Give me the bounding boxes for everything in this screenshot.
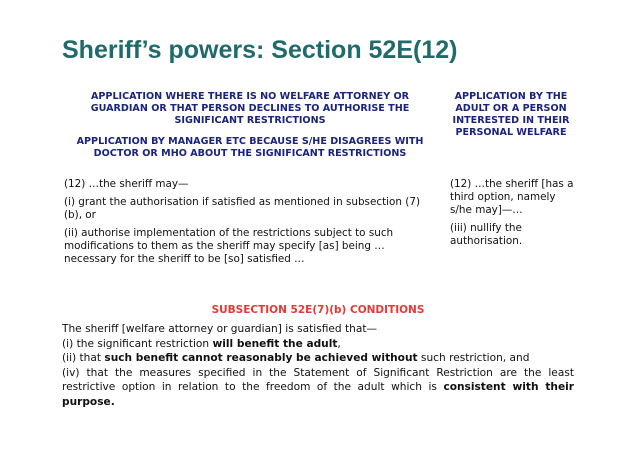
condition-1-tail: , xyxy=(337,337,341,350)
condition-item-3 xyxy=(62,366,574,410)
condition-1-text: (i) the significant restriction xyxy=(62,337,213,350)
condition-2-tail: such restriction, and xyxy=(417,352,530,365)
condition-2-text: (ii) that xyxy=(62,352,105,365)
left-heading-manager: APPLICATION BY MANAGER ETC BECAUSE S/HE DISAGREES WITH DOCTOR OR MHO ABOUT THE SIGNIFICANT RESTRICTIONS xyxy=(76,136,424,159)
left-heading-no-attorney: APPLICATION WHERE THERE IS NO WELFARE ATTORNEY OR GUARDIAN OR THAT PERSON DECLINES TO AUTHORISE THE SIGNIFICANT RESTRICTIONS xyxy=(90,91,410,126)
left-para-grant: (i) grant the authorisation if satisfied as mentioned in subsection (7)(b), or xyxy=(64,196,420,221)
condition-3-emphasis: consistent with their purpose. xyxy=(62,381,574,408)
left-para-sheriff-may: (12) …the sheriff may— xyxy=(64,178,189,190)
right-para-third-option: (12) …the sheriff [has a third option, namely s/he may]—… xyxy=(450,178,574,216)
right-para-nullify: (iii) nullify the authorisation. xyxy=(450,222,523,247)
condition-2-emphasis: such benefit cannot reasonably be achieved without xyxy=(104,352,418,365)
page-title: Sheriff’s powers: Section 52E(12) xyxy=(62,36,458,64)
condition-1-emphasis: will benefit the adult xyxy=(212,337,338,350)
condition-3-text: (iv) that the measures specified in the Statement of Significant Restriction are the least restrictive option in relation to the freedom of the adult which is xyxy=(62,366,574,394)
right-heading-adult: APPLICATION BY THE ADULT OR A PERSON INTERESTED IN THEIR PERSONAL WELFARE xyxy=(452,91,570,138)
subsection-conditions xyxy=(62,322,574,410)
condition-item-1 xyxy=(62,337,574,352)
condition-item-2 xyxy=(62,351,574,366)
left-para-authorise: (ii) authorise implementation of the restrictions subject to such modifications to them as the sheriff may specify [as] being … necessary for the sheriff to be [so] satisfied … xyxy=(64,227,394,265)
right-column-body xyxy=(450,178,578,253)
conditions-intro: The sheriff [welfare attorney or guardian] is satisfied that— xyxy=(62,323,378,335)
subsection-title: SUBSECTION 52E(7)(b) CONDITIONS xyxy=(211,304,425,316)
left-column-body xyxy=(64,178,434,271)
